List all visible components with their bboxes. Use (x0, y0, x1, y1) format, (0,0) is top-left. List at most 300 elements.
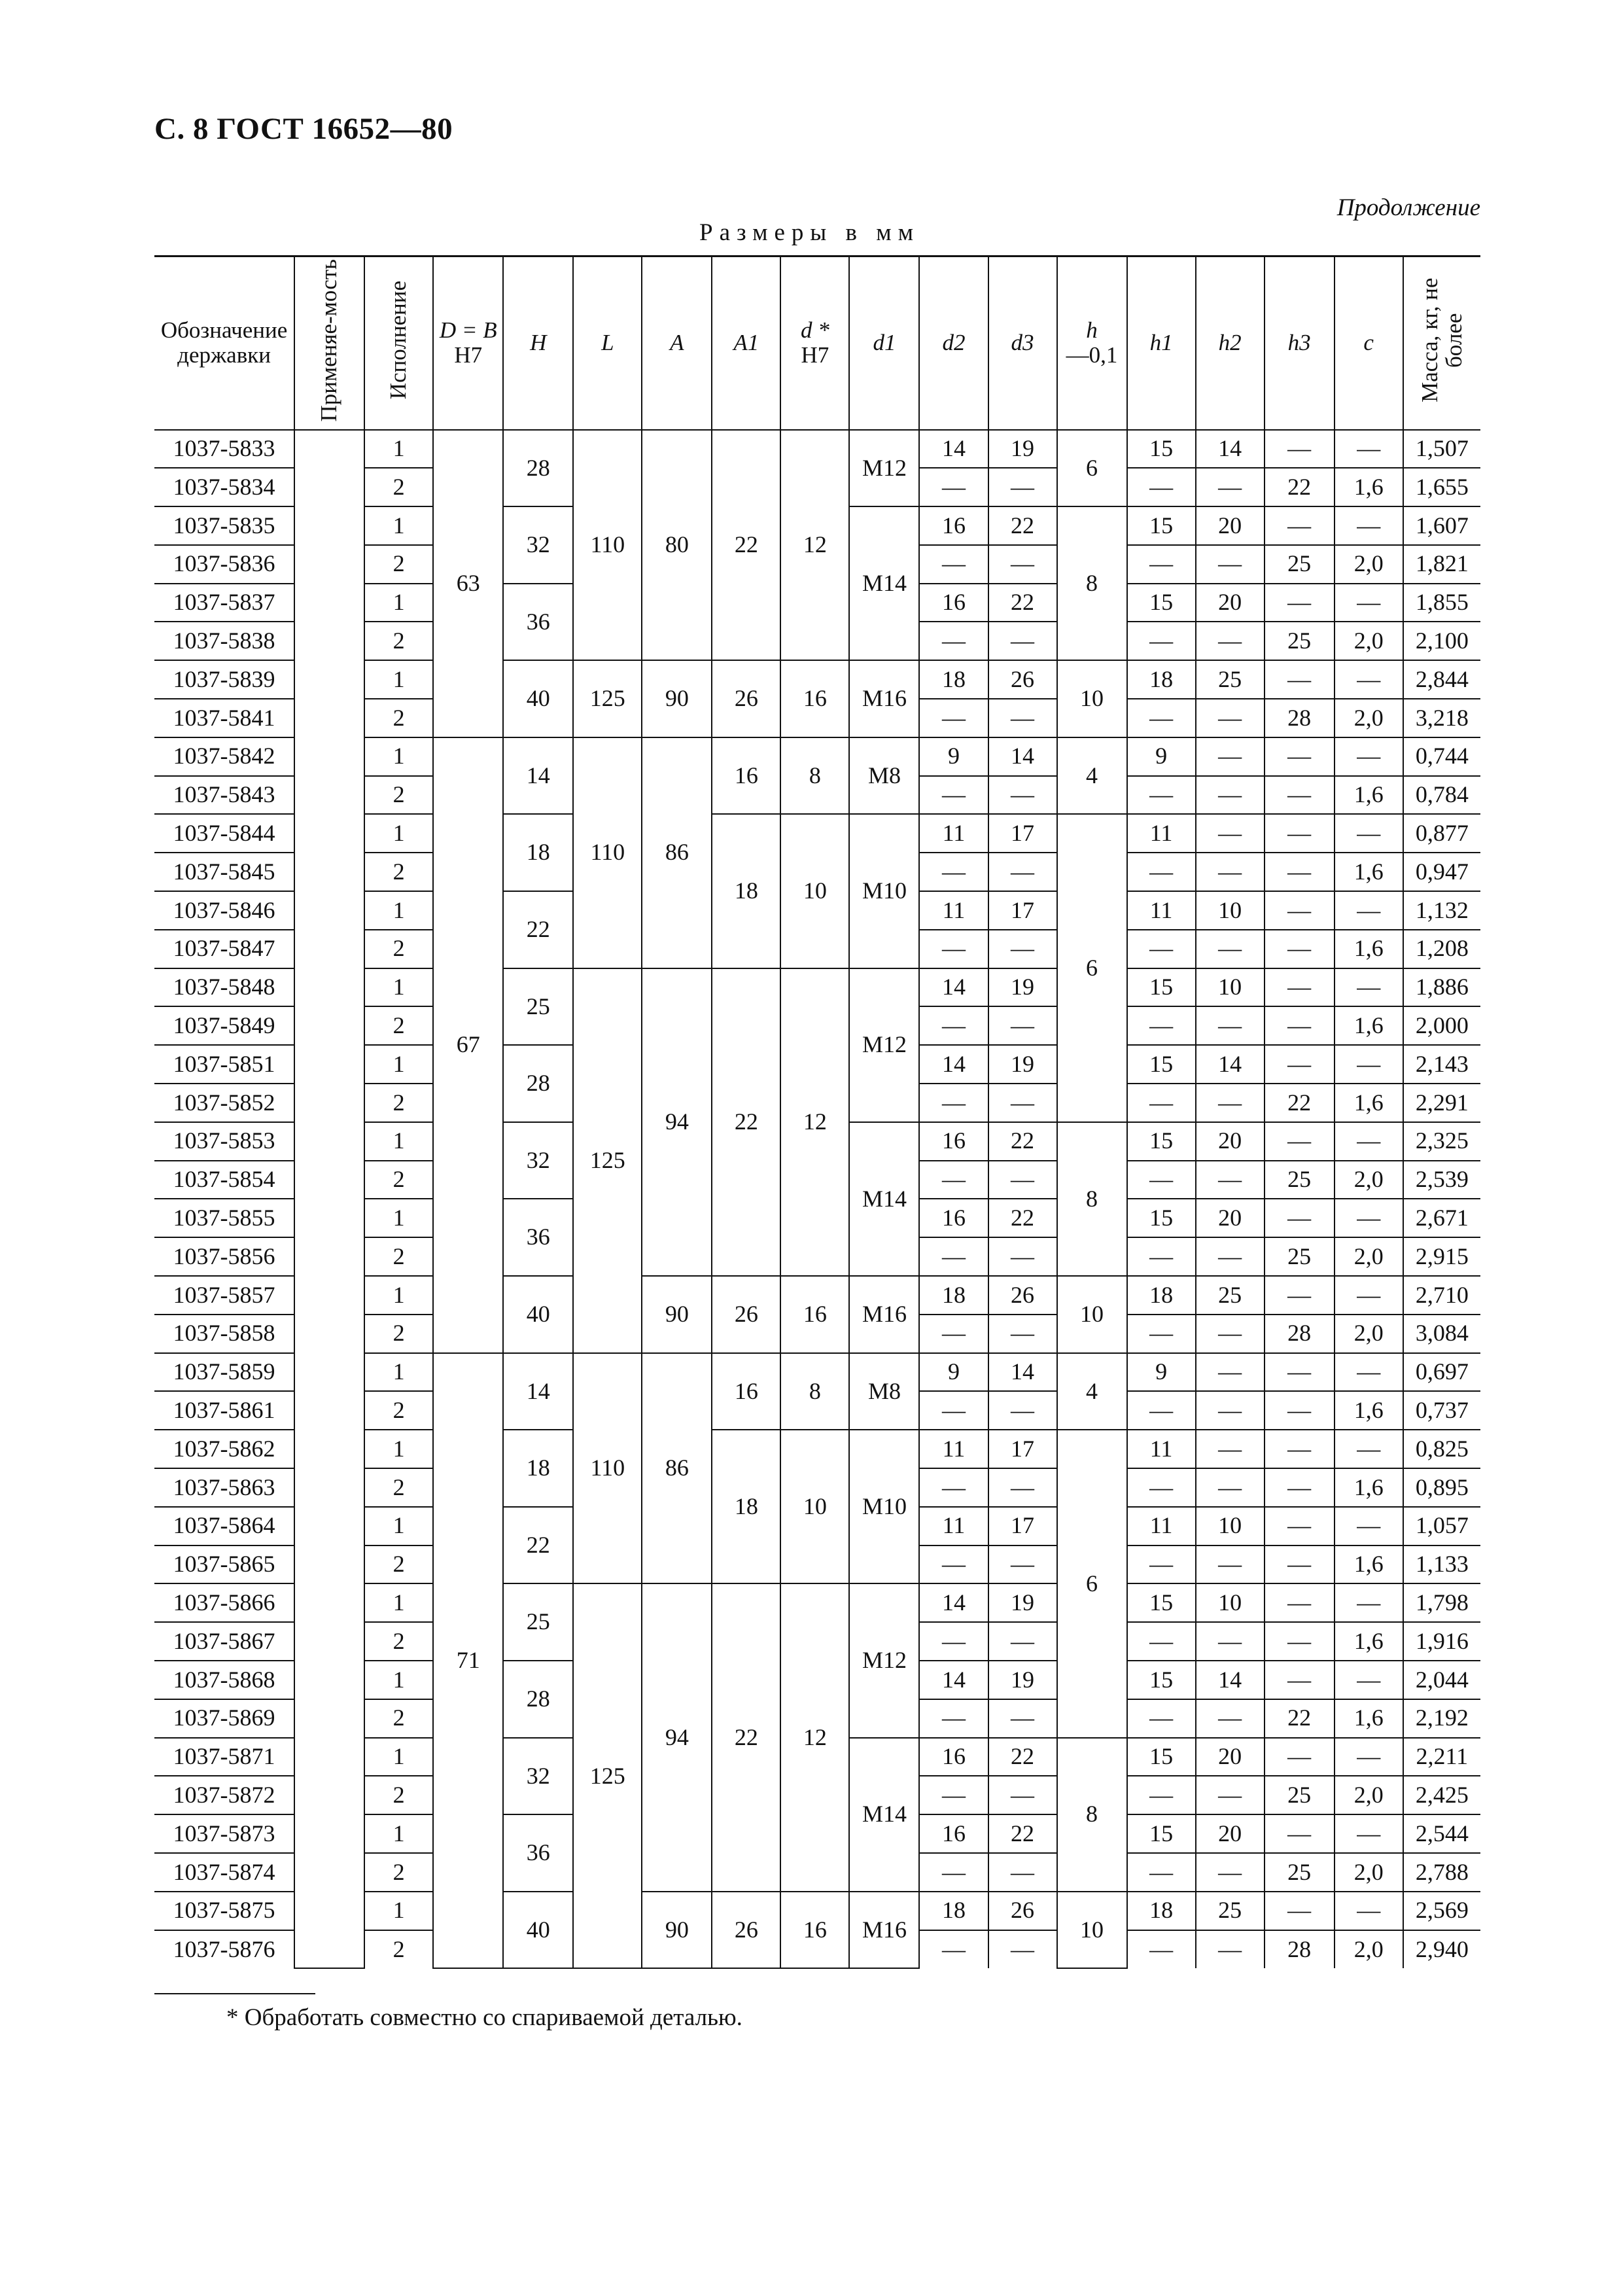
cell-ver: 1 (364, 1199, 433, 1237)
cell-h2: 14 (1196, 430, 1265, 468)
cell-d1: M8 (849, 737, 919, 815)
cell-h: 6 (1057, 1430, 1127, 1737)
cell-d2: — (919, 1776, 988, 1814)
cell-d2: — (919, 1315, 988, 1353)
cell-h3: — (1265, 891, 1335, 930)
cell-d3: — (988, 1622, 1057, 1661)
cell-h1: 18 (1127, 660, 1196, 699)
header-l: L (573, 256, 642, 430)
cell-h3: 22 (1265, 1699, 1335, 1738)
cell-h: 14 (503, 1353, 573, 1430)
cell-d: 10 (780, 1430, 849, 1583)
cell-d: 16 (780, 660, 849, 737)
cell-a: 86 (642, 1353, 712, 1584)
cell-h3: — (1265, 660, 1335, 699)
cell-h2: — (1196, 1699, 1265, 1738)
header-c: c (1335, 256, 1403, 430)
cell-l: 125 (573, 968, 642, 1353)
units-caption: Размеры в мм (699, 219, 920, 246)
cell-h2: 25 (1196, 660, 1265, 699)
cell-h1: 11 (1127, 814, 1196, 853)
cell-m: 2,788 (1403, 1853, 1480, 1892)
footnote-divider (154, 1993, 315, 1994)
cell-ver: 2 (364, 1545, 433, 1584)
cell-d3: — (988, 1545, 1057, 1584)
cell-m: 2,940 (1403, 1930, 1480, 1969)
cell-d3: 26 (988, 1276, 1057, 1315)
cell-h3: — (1265, 1622, 1335, 1661)
cell-c: — (1335, 660, 1403, 699)
cell-d3: 19 (988, 1583, 1057, 1622)
cell-a1: 16 (712, 1353, 780, 1430)
cell-ver: 1 (364, 891, 433, 930)
cell-d3: 22 (988, 1122, 1057, 1161)
cell-c: — (1335, 430, 1403, 468)
cell-a: 94 (642, 968, 712, 1276)
cell-h3: 22 (1265, 468, 1335, 506)
cell-h3: — (1265, 1391, 1335, 1430)
cell-c: 1,6 (1335, 1084, 1403, 1122)
cell-h1: 15 (1127, 430, 1196, 468)
cell-code: 1037-5861 (154, 1391, 294, 1430)
cell-code: 1037-5836 (154, 545, 294, 584)
cell-c: 2,0 (1335, 699, 1403, 737)
cell-d2: 16 (919, 1199, 988, 1237)
cell-d3: — (988, 1468, 1057, 1507)
cell-d2: 16 (919, 1122, 988, 1161)
cell-code: 1037-5847 (154, 930, 294, 968)
cell-d3: — (988, 699, 1057, 737)
cell-d3: 22 (988, 584, 1057, 622)
cell-h: 28 (503, 1661, 573, 1738)
cell-h3: 28 (1265, 1930, 1335, 1969)
cell-c: 1,6 (1335, 1699, 1403, 1738)
cell-h1: — (1127, 1237, 1196, 1276)
cell-m: 2,325 (1403, 1122, 1480, 1161)
cell-h1: 11 (1127, 891, 1196, 930)
cell-h: 36 (503, 1814, 573, 1892)
cell-d: 12 (780, 968, 849, 1276)
cell-m: 2,544 (1403, 1814, 1480, 1853)
cell-h2: — (1196, 545, 1265, 584)
cell-c: 1,6 (1335, 1006, 1403, 1045)
cell-h1: — (1127, 545, 1196, 584)
cell-d2: 16 (919, 1814, 988, 1853)
cell-ver: 1 (364, 1583, 433, 1622)
cell-d2: 11 (919, 814, 988, 853)
cell-h3: — (1265, 1430, 1335, 1468)
cell-m: 1,133 (1403, 1545, 1480, 1584)
cell-d3: 22 (988, 1814, 1057, 1853)
cell-h: 8 (1057, 1122, 1127, 1276)
cell-h1: 15 (1127, 1045, 1196, 1084)
cell-code: 1037-5833 (154, 430, 294, 468)
cell-h3: — (1265, 737, 1335, 776)
cell-h3: — (1265, 584, 1335, 622)
cell-l: 110 (573, 1353, 642, 1584)
cell-l: 110 (573, 737, 642, 968)
cell-ver: 2 (364, 1622, 433, 1661)
cell-l: 125 (573, 1583, 642, 1968)
cell-h: 14 (503, 737, 573, 815)
cell-h1: 15 (1127, 1661, 1196, 1699)
cell-h: 28 (503, 430, 573, 507)
cell-h1: 11 (1127, 1507, 1196, 1545)
cell-d2: — (919, 468, 988, 506)
cell-h3: — (1265, 1122, 1335, 1161)
cell-d2: 9 (919, 737, 988, 776)
cell-d2: 14 (919, 968, 988, 1007)
cell-h2: — (1196, 1622, 1265, 1661)
cell-c: 2,0 (1335, 545, 1403, 584)
table-row (154, 430, 1480, 468)
cell-code: 1037-5866 (154, 1583, 294, 1622)
cell-m: 1,208 (1403, 930, 1480, 968)
cell-c: — (1335, 1430, 1403, 1468)
cell-c: 1,6 (1335, 853, 1403, 891)
cell-h1: — (1127, 622, 1196, 660)
cell-ver: 1 (364, 1814, 433, 1853)
cell-d2: — (919, 1391, 988, 1430)
cell-c: — (1335, 737, 1403, 776)
cell-h1: 15 (1127, 1738, 1196, 1776)
cell-ver: 1 (364, 1892, 433, 1930)
cell-c: 1,6 (1335, 930, 1403, 968)
cell-m: 2,044 (1403, 1661, 1480, 1699)
cell-h3: — (1265, 1583, 1335, 1622)
cell-h1: — (1127, 930, 1196, 968)
cell-h3: — (1265, 853, 1335, 891)
cell-h3: 25 (1265, 622, 1335, 660)
cell-a1: 16 (712, 737, 780, 815)
cell-d3: 19 (988, 968, 1057, 1007)
cell-d2: 14 (919, 430, 988, 468)
cell-code: 1037-5855 (154, 1199, 294, 1237)
cell-d2: 18 (919, 1276, 988, 1315)
cell-code: 1037-5864 (154, 1507, 294, 1545)
cell-c: — (1335, 814, 1403, 853)
cell-d1: M10 (849, 814, 919, 968)
cell-a: 80 (642, 430, 712, 661)
cell-ver: 2 (364, 1161, 433, 1199)
cell-h2: — (1196, 1776, 1265, 1814)
cell-code: 1037-5858 (154, 1315, 294, 1353)
cell-h3: 22 (1265, 1084, 1335, 1122)
cell-code: 1037-5867 (154, 1622, 294, 1661)
cell-h2: — (1196, 1006, 1265, 1045)
cell-d2: 16 (919, 1738, 988, 1776)
cell-a1: 18 (712, 1430, 780, 1583)
cell-c: — (1335, 506, 1403, 545)
cell-c: — (1335, 1661, 1403, 1699)
cell-ver: 2 (364, 1237, 433, 1276)
cell-h3: — (1265, 814, 1335, 853)
cell-h2: — (1196, 853, 1265, 891)
cell-c: 2,0 (1335, 1930, 1403, 1969)
cell-h3: — (1265, 506, 1335, 545)
cell-d1: M12 (849, 430, 919, 507)
cell-ver: 1 (364, 1507, 433, 1545)
cell-h3: — (1265, 1199, 1335, 1237)
cell-m: 2,539 (1403, 1161, 1480, 1199)
cell-h1: 15 (1127, 1814, 1196, 1853)
header-d-equals-b: D = B H7 (433, 256, 503, 430)
cell-h2: — (1196, 1391, 1265, 1430)
cell-l: 110 (573, 430, 642, 661)
cell-h1: — (1127, 699, 1196, 737)
cell-h1: — (1127, 1776, 1196, 1814)
cell-h1: 15 (1127, 1122, 1196, 1161)
cell-h2: — (1196, 1237, 1265, 1276)
cell-ver: 1 (364, 506, 433, 545)
cell-d2: 18 (919, 660, 988, 699)
cell-code: 1037-5875 (154, 1892, 294, 1930)
cell-h1: — (1127, 776, 1196, 815)
cell-h: 4 (1057, 1353, 1127, 1430)
cell-h: 8 (1057, 1738, 1127, 1892)
cell-code: 1037-5874 (154, 1853, 294, 1892)
cell-h2: — (1196, 1545, 1265, 1584)
cell-d2: — (919, 1545, 988, 1584)
cell-h: 4 (1057, 737, 1127, 815)
cell-c: 2,0 (1335, 1853, 1403, 1892)
cell-c: — (1335, 584, 1403, 622)
cell-h: 10 (1057, 660, 1127, 737)
cell-m: 2,000 (1403, 1006, 1480, 1045)
cell-h3: 28 (1265, 699, 1335, 737)
cell-h3: 28 (1265, 1315, 1335, 1353)
cell-h1: 15 (1127, 1583, 1196, 1622)
cell-h1: 15 (1127, 506, 1196, 545)
cell-d2: — (919, 1084, 988, 1122)
cell-c: — (1335, 1276, 1403, 1315)
cell-code: 1037-5859 (154, 1353, 294, 1392)
cell-h: 40 (503, 1892, 573, 1969)
cell-h1: — (1127, 1391, 1196, 1430)
cell-a1: 18 (712, 814, 780, 968)
cell-h3: — (1265, 930, 1335, 968)
cell-d2: — (919, 853, 988, 891)
cell-h2: 20 (1196, 1738, 1265, 1776)
cell-d3: 19 (988, 1045, 1057, 1084)
cell-m: 1,855 (1403, 584, 1480, 622)
cell-c: — (1335, 1122, 1403, 1161)
cell-ver: 2 (364, 699, 433, 737)
cell-c: 2,0 (1335, 1776, 1403, 1814)
cell-h: 28 (503, 1045, 573, 1122)
cell-d2: — (919, 622, 988, 660)
cell-ver: 2 (364, 776, 433, 815)
header-d2: d2 (919, 256, 988, 430)
header-designation: Обозначение державки (154, 256, 294, 430)
cell-c: 2,0 (1335, 1161, 1403, 1199)
cell-d: 10 (780, 814, 849, 968)
cell-ver: 2 (364, 1391, 433, 1430)
cell-h3: — (1265, 1006, 1335, 1045)
cell-h3: — (1265, 968, 1335, 1007)
cell-d2: — (919, 1237, 988, 1276)
cell-h1: 15 (1127, 1199, 1196, 1237)
cell-ver: 2 (364, 468, 433, 506)
cell-d2: — (919, 1853, 988, 1892)
cell-h3: 25 (1265, 1853, 1335, 1892)
cell-d1: M10 (849, 1430, 919, 1583)
cell-d2: — (919, 545, 988, 584)
cell-h2: — (1196, 1468, 1265, 1507)
cell-code: 1037-5853 (154, 1122, 294, 1161)
cell-d1: M14 (849, 1122, 919, 1276)
cell-m: 0,895 (1403, 1468, 1480, 1507)
cell-h3: — (1265, 1738, 1335, 1776)
cell-c: — (1335, 968, 1403, 1007)
cell-h2: — (1196, 1084, 1265, 1122)
cell-ver: 2 (364, 1853, 433, 1892)
cell-d2: — (919, 1699, 988, 1738)
cell-h2: 20 (1196, 1199, 1265, 1237)
cell-code: 1037-5871 (154, 1738, 294, 1776)
cell-code: 1037-5839 (154, 660, 294, 699)
cell-d2: 18 (919, 1892, 988, 1930)
cell-d: 8 (780, 1353, 849, 1430)
cell-code: 1037-5843 (154, 776, 294, 815)
cell-h1: — (1127, 1622, 1196, 1661)
cell-h: 36 (503, 584, 573, 661)
cell-h1: — (1127, 1084, 1196, 1122)
cell-ver: 1 (364, 1045, 433, 1084)
cell-d2: — (919, 1006, 988, 1045)
cell-code: 1037-5869 (154, 1699, 294, 1738)
cell-c: 1,6 (1335, 1622, 1403, 1661)
cell-d2: 11 (919, 1430, 988, 1468)
cell-d2: — (919, 1161, 988, 1199)
cell-m: 2,425 (1403, 1776, 1480, 1814)
header-d1: d1 (849, 256, 919, 430)
cell-c: — (1335, 1814, 1403, 1853)
cell-d1: M12 (849, 968, 919, 1122)
cell-d3: 26 (988, 660, 1057, 699)
cell-h1: 11 (1127, 1430, 1196, 1468)
holder-dimensions-table (154, 255, 1480, 1969)
cell-h1: — (1127, 853, 1196, 891)
cell-h: 6 (1057, 814, 1127, 1122)
cell-d2: — (919, 1622, 988, 1661)
cell-m: 2,291 (1403, 1084, 1480, 1122)
cell-ver: 2 (364, 930, 433, 968)
cell-code: 1037-5842 (154, 737, 294, 776)
cell-app (294, 430, 364, 1969)
cell-d3: 17 (988, 1507, 1057, 1545)
cell-code: 1037-5852 (154, 1084, 294, 1122)
cell-d1: M12 (849, 1583, 919, 1737)
header-version: Исполнение (364, 256, 433, 430)
cell-h2: — (1196, 814, 1265, 853)
cell-m: 1,821 (1403, 545, 1480, 584)
cell-h2: 20 (1196, 506, 1265, 545)
cell-code: 1037-5846 (154, 891, 294, 930)
cell-c: 2,0 (1335, 622, 1403, 660)
cell-m: 2,844 (1403, 660, 1480, 699)
cell-d3: 14 (988, 737, 1057, 776)
cell-ver: 1 (364, 1661, 433, 1699)
cell-ver: 2 (364, 622, 433, 660)
cell-d3: — (988, 468, 1057, 506)
cell-h2: — (1196, 1930, 1265, 1969)
cell-h2: — (1196, 930, 1265, 968)
cell-m: 1,916 (1403, 1622, 1480, 1661)
cell-ver: 2 (364, 1315, 433, 1353)
cell-code: 1037-5862 (154, 1430, 294, 1468)
cell-h: 36 (503, 1199, 573, 1276)
cell-h1: — (1127, 1853, 1196, 1892)
cell-m: 0,877 (1403, 814, 1480, 853)
cell-code: 1037-5863 (154, 1468, 294, 1507)
cell-a: 90 (642, 660, 712, 737)
cell-h3: — (1265, 1545, 1335, 1584)
cell-d2: — (919, 699, 988, 737)
cell-c: — (1335, 1045, 1403, 1084)
header-a1: A1 (712, 256, 780, 430)
header-a: A (642, 256, 712, 430)
cell-d3: 22 (988, 506, 1057, 545)
cell-d3: — (988, 1315, 1057, 1353)
cell-h1: — (1127, 1161, 1196, 1199)
header-h: H (503, 256, 573, 430)
cell-a: 90 (642, 1892, 712, 1969)
cell-d3: 19 (988, 430, 1057, 468)
cell-h1: — (1127, 1930, 1196, 1969)
cell-ver: 1 (364, 737, 433, 776)
cell-h: 18 (503, 1430, 573, 1507)
cell-code: 1037-5857 (154, 1276, 294, 1315)
cell-m: 0,697 (1403, 1353, 1480, 1392)
cell-h1: 9 (1127, 737, 1196, 776)
cell-h1: — (1127, 1006, 1196, 1045)
cell-h2: — (1196, 1853, 1265, 1892)
cell-h3: — (1265, 1814, 1335, 1853)
footnote: * Обработать совместно со спариваемой деталью. (226, 2004, 742, 2031)
cell-m: 2,211 (1403, 1738, 1480, 1776)
cell-d1: M14 (849, 1738, 919, 1892)
cell-d2: — (919, 930, 988, 968)
cell-h2: — (1196, 468, 1265, 506)
cell-m: 2,100 (1403, 622, 1480, 660)
cell-h1: — (1127, 1545, 1196, 1584)
cell-a1: 22 (712, 1583, 780, 1891)
cell-h3: — (1265, 430, 1335, 468)
cell-d3: — (988, 545, 1057, 584)
cell-ver: 2 (364, 1930, 433, 1969)
cell-h2: 14 (1196, 1045, 1265, 1084)
cell-h3: — (1265, 1353, 1335, 1392)
cell-a: 86 (642, 737, 712, 968)
cell-d2: 14 (919, 1045, 988, 1084)
header-d3: d3 (988, 256, 1057, 430)
cell-a1: 22 (712, 430, 780, 661)
header-applicability: Применяе-мость (294, 256, 364, 430)
header-h3: h3 (1265, 256, 1335, 430)
cell-d2: — (919, 1468, 988, 1507)
continuation-label: Продолжение (1336, 194, 1480, 221)
cell-ver: 1 (364, 1276, 433, 1315)
cell-d3: — (988, 1699, 1057, 1738)
cell-d1: M8 (849, 1353, 919, 1430)
cell-m: 0,784 (1403, 776, 1480, 815)
cell-c: 1,6 (1335, 776, 1403, 815)
cell-d3: — (988, 1930, 1057, 1969)
cell-code: 1037-5848 (154, 968, 294, 1007)
cell-c: — (1335, 1738, 1403, 1776)
cell-h2: — (1196, 1353, 1265, 1392)
